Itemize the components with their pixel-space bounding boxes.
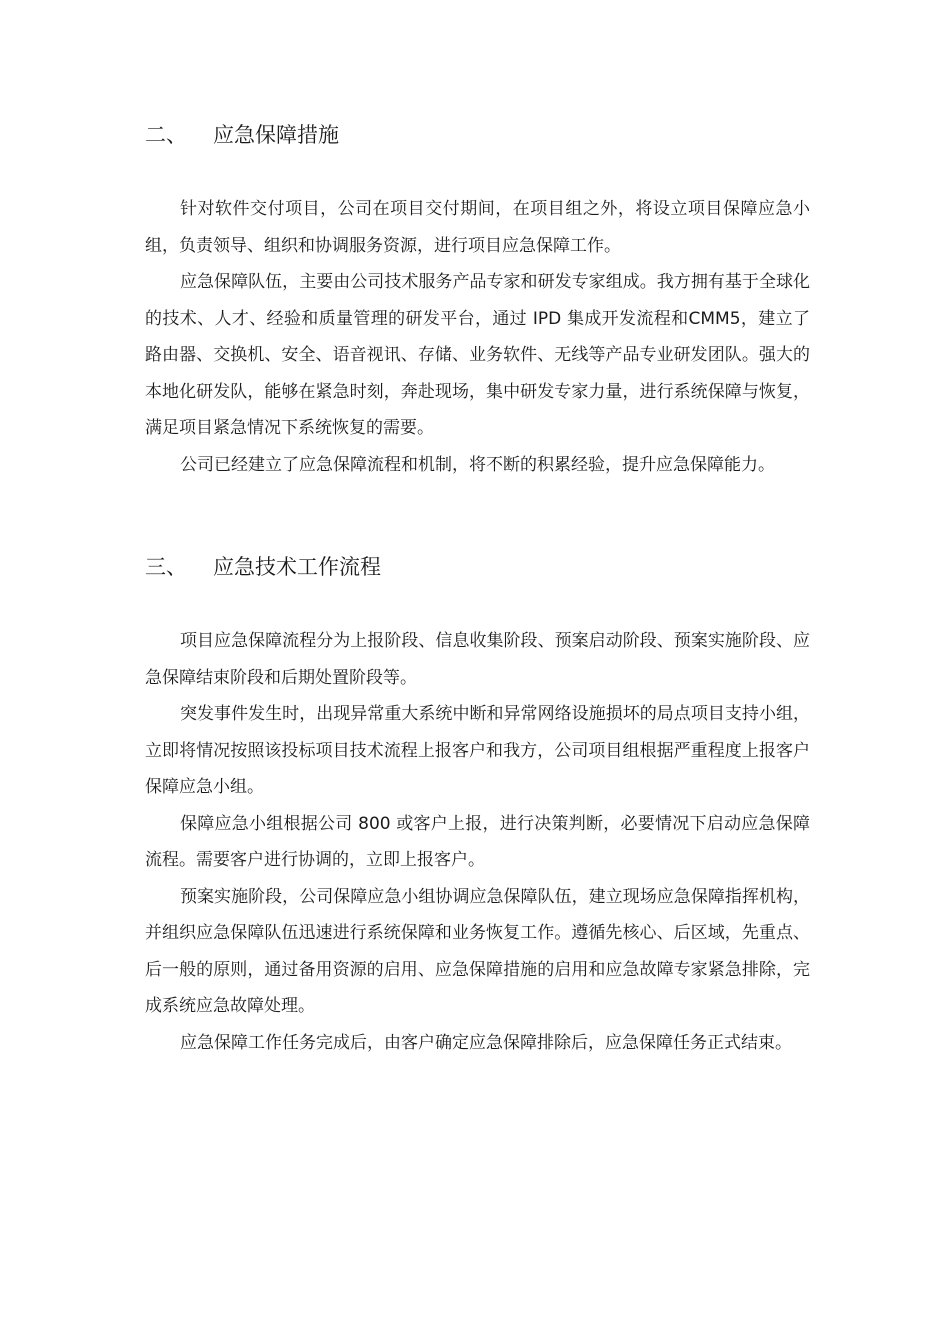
paragraph: 应急保障队伍，主要由公司技术服务产品专家和研发专家组成。我方拥有基于全球化的技术、人才、经验和质量管理的研发平台，通过 IPD 集成开发流程和CMM5，建立了路由器、交换机、安全、语音视讯、存储、业务软件、无线等产品专业研发团队。强大的本地化研发队，能够在紧急时刻，奔赴现场，集中研发专家力量，进行系统保障与恢复，满足项目紧急情况下系统恢复的需要。 [145, 272, 810, 438]
section-emergency-measures [145, 120, 810, 483]
section-emergency-workflow [145, 552, 810, 1061]
paragraph: 突发事件发生时，出现异常重大系统中断和异常网络设施损坏的局点项目支持小组，立即将情况按照该投标项目技术流程上报客户和我方，公司项目组根据严重程度上报客户保障应急小组。 [145, 704, 810, 797]
section-body [145, 191, 810, 483]
paragraph: 公司已经建立了应急保障流程和机制，将不断的积累经验，提升应急保障能力。 [180, 454, 775, 475]
paragraph: 项目应急保障流程分为上报阶段、信息收集阶段、预案启动阶段、预案实施阶段、应急保障结束阶段和后期处置阶段等。 [145, 631, 810, 688]
paragraph: 保障应急小组根据公司 800 或客户上报，进行决策判断，必要情况下启动应急保障流程。需要客户进行协调的，立即上报客户。 [145, 813, 810, 870]
section-heading [145, 552, 810, 582]
section-number: 三、 [145, 555, 187, 579]
paragraph: 预案实施阶段，公司保障应急小组协调应急保障队伍，建立现场应急保障指挥机构，并组织应急保障队伍迅速进行系统保障和业务恢复工作。遵循先核心、后区域，先重点、后一般的原则，通过备用资源的启用、应急保障措施的启用和应急故障专家紧急排除，完成系统应急故障处理。 [145, 886, 810, 1016]
paragraph: 针对软件交付项目，公司在项目交付期间，在项目组之外，将设立项目保障应急小组，负责领导、组织和协调服务资源，进行项目应急保障工作。 [145, 199, 810, 256]
section-title: 应急技术工作流程 [213, 555, 381, 579]
section-title: 应急保障措施 [213, 123, 339, 147]
section-number: 二、 [145, 123, 187, 147]
section-heading [145, 120, 810, 150]
paragraph: 应急保障工作任务完成后，由客户确定应急保障排除后，应急保障任务正式结束。 [180, 1032, 792, 1053]
section-body [145, 623, 810, 1061]
